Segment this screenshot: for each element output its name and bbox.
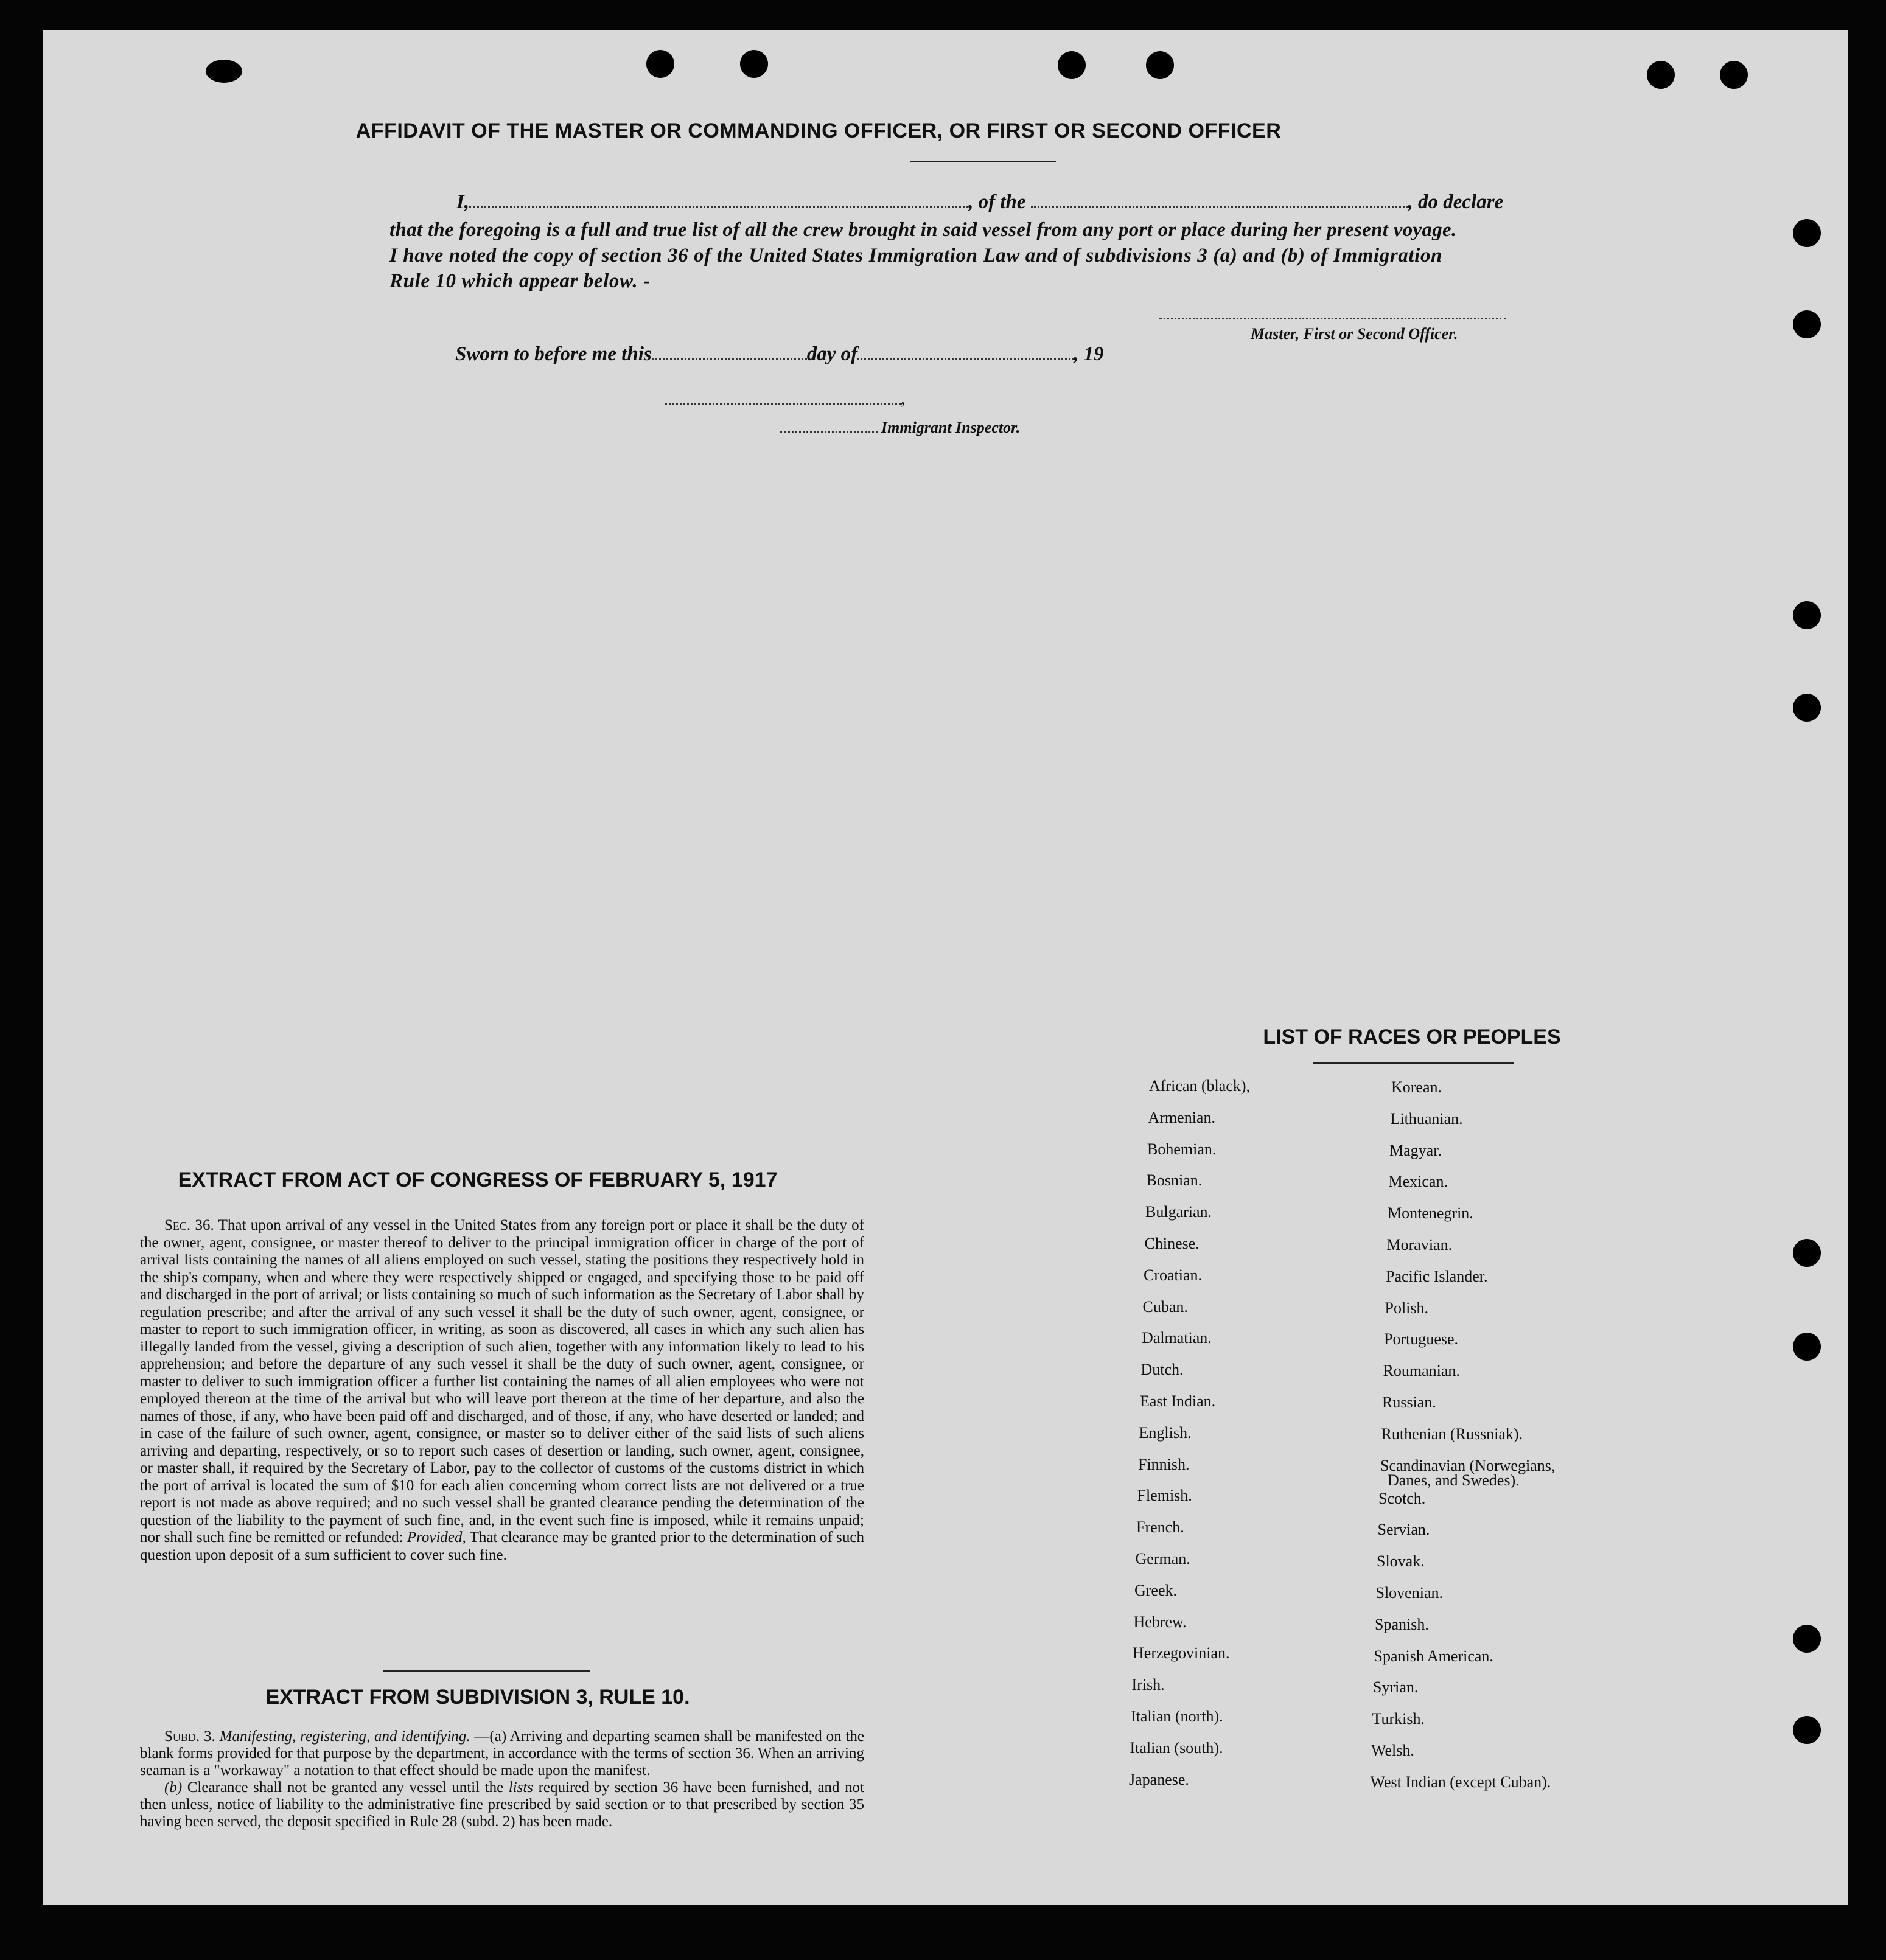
punch-hole: [206, 60, 242, 83]
subdivision-3-text: [140, 1728, 864, 1830]
race-item: African (black),: [1149, 1077, 1251, 1095]
punch-hole: [1720, 61, 1748, 89]
race-item: Syrian.: [1373, 1678, 1419, 1697]
race-item: French.: [1136, 1518, 1184, 1536]
race-item: Dutch.: [1140, 1361, 1184, 1379]
race-item: Herzegovinian.: [1133, 1644, 1230, 1662]
affidavit-declare-label: , do declare: [1408, 191, 1504, 213]
extract-rule-title: EXTRACT FROM SUBDIVISION 3, RULE 10.: [265, 1686, 690, 1709]
race-item: Magyar.: [1389, 1141, 1442, 1159]
punch-hole: [1793, 1716, 1821, 1744]
punch-hole: [646, 50, 674, 78]
sworn-day-label: day of: [806, 343, 858, 365]
punch-hole: [1146, 51, 1174, 79]
race-item: Spanish.: [1375, 1615, 1429, 1633]
subd-label: Subd. 3.: [164, 1728, 215, 1745]
race-item: Danes, and Swedes).: [1388, 1471, 1520, 1489]
race-item: Pacific Islander.: [1386, 1267, 1488, 1285]
vessel-blank[interactable]: [1031, 203, 1408, 208]
race-item: Armenian.: [1148, 1108, 1215, 1126]
race-item: Hebrew.: [1133, 1613, 1187, 1631]
race-item: Scotch.: [1378, 1489, 1426, 1507]
extract-act-title: EXTRACT FROM ACT OF CONGRESS OF FEBRUARY 5, 1917: [178, 1168, 778, 1191]
race-item: Turkish.: [1372, 1710, 1425, 1728]
race-item: German.: [1135, 1550, 1190, 1568]
race-item: Scandinavian (Norwegians,: [1380, 1456, 1556, 1474]
punch-hole: [740, 50, 768, 78]
section-36-text: [140, 1217, 864, 1564]
section-body: That upon arrival of any vessel in the United States from any foreign port or place it shall be the duty of the owner, agent, consignee, or master thereof to deliver to the principal immigration officer in charge of the port of arrival lists containing the names of all aliens employed on such vessel, stating the positions they respectively hold in the ship's company, when and where they were respectively shipped or engaged, and specifying those to be paid off and discharged in the port of arrival; or lists containing so much of such information as the Secretary of Labor shall by regulation prescribe; and after the arrival of any such vessel it shall be the duty of such owner, agent, consignee, or master to report to such immigration officer, in writing, as soon as discovered, all cases in which any such alien has illegally landed from the vessel, giving a description of such alien, together with any information likely to lead to his apprehension; and before the departure of any such vessel it shall be the duty of such owner, agent, consignee, or master to deliver to such immigration officer a further list containing the names of all alien employees who were not employed thereon at the time of the arrival but who will leave port thereon at the time of her departure, and also the names of those, if any, who have been paid off and discharged, and of those, if any, who have deserted or landed; and in case of the failure of such owner, agent, consignee, or master so to deliver either of the said lists of such aliens arriving and departing, respectively, or so to report such cases of desertion or landing, such owner, agent, consignee, or master shall, if required by the Secretary of Labor, pay to the collector of customs of the customs district in which the port of arrival is located the sum of $10 for each alien concerning whom correct lists are not delivered or a true report is not made as above required; and no such vessel shall be granted clearance pending the determination of the question of the liability to the payment of such fine, and, in the event such fine is imposed, while it remains unpaid; nor shall such fine be remitted or refunded:: [140, 1217, 864, 1546]
race-item: Ruthenian (Russniak).: [1381, 1425, 1523, 1443]
affidavit-line-2: that the foregoing is a full and true list of all the crew brought in said vessel from any port or place during her present voyage.: [389, 219, 1457, 241]
race-item: Spanish American.: [1374, 1647, 1493, 1665]
race-item: Flemish.: [1137, 1487, 1192, 1505]
signature-label: Master, First or Second Officer.: [1251, 325, 1458, 343]
sworn-line: [455, 343, 1104, 366]
punch-hole: [1647, 61, 1675, 89]
subd-heading: Manifesting, registering, and identifying.: [219, 1728, 470, 1745]
race-item: Irish.: [1131, 1676, 1165, 1694]
race-item: Chinese.: [1144, 1235, 1200, 1252]
race-item: Portuguese.: [1384, 1330, 1459, 1348]
punch-hole: [1793, 1333, 1821, 1361]
month-blank[interactable]: [857, 355, 1074, 360]
race-item: Italian (north).: [1131, 1707, 1223, 1725]
race-item: Italian (south).: [1130, 1739, 1223, 1757]
race-item: West Indian (except Cuban).: [1370, 1773, 1551, 1791]
affidavit-line-4: Rule 10 which appear below. -: [389, 270, 651, 292]
race-item: Cuban.: [1142, 1297, 1188, 1316]
race-item: Korean.: [1391, 1078, 1442, 1096]
affidavit-i-label: I,: [456, 191, 470, 213]
subd-para-b-label: (b): [164, 1779, 183, 1796]
race-item: Japanese.: [1129, 1770, 1189, 1788]
punch-hole: [1793, 1625, 1821, 1653]
subd-para-b-lists: lists: [508, 1779, 534, 1796]
race-item: Russian.: [1382, 1393, 1436, 1411]
race-item: Croatian.: [1144, 1266, 1203, 1284]
race-item: Slovak.: [1377, 1552, 1425, 1571]
race-item: Moravian.: [1386, 1236, 1453, 1254]
race-item: Roumanian.: [1383, 1362, 1460, 1380]
affidavit-title: AFFIDAVIT OF THE MASTER OR COMMANDING OFFICER, OR FIRST OR SECOND OFFICER: [355, 119, 1282, 142]
inspector-blank[interactable]: [665, 399, 902, 405]
name-blank[interactable]: [469, 203, 968, 208]
punch-hole: [1793, 694, 1821, 722]
races-divider: [1313, 1062, 1514, 1064]
affidavit-line-3: I have noted the copy of section 36 of the United States Immigration Law and of subdivisions 3 (a) and (b) of Immigration: [389, 245, 1442, 267]
race-item: Montenegrin.: [1388, 1204, 1473, 1222]
race-item: Bulgarian.: [1145, 1203, 1212, 1221]
signature-blank[interactable]: [1159, 314, 1506, 319]
section-divider: [383, 1670, 590, 1672]
provided-term: Provided,: [407, 1529, 466, 1546]
race-item: Dalmatian.: [1142, 1329, 1212, 1347]
race-item: Greek.: [1134, 1581, 1178, 1599]
punch-hole: [1793, 601, 1821, 629]
race-item: East Indian.: [1140, 1392, 1216, 1410]
race-item: Mexican.: [1388, 1173, 1448, 1191]
section-label: Sec. 36.: [164, 1217, 214, 1233]
race-item: Servian.: [1377, 1521, 1430, 1539]
races-title: LIST OF RACES OR PEOPLES: [1263, 1025, 1561, 1048]
race-item: Polish.: [1385, 1299, 1429, 1317]
day-blank[interactable]: [652, 355, 807, 360]
sworn-year-label: , 19: [1074, 343, 1104, 365]
race-item: Lithuanian.: [1390, 1109, 1463, 1128]
race-item: Bosnian.: [1146, 1171, 1203, 1190]
section-body-end: That clearance may be granted prior to the determination of such question upon deposit of a sum sufficient to cover such fine.: [140, 1529, 864, 1563]
race-item: English.: [1139, 1423, 1192, 1442]
race-item: Welsh.: [1371, 1742, 1414, 1759]
punch-hole: [1793, 219, 1821, 247]
subd-para-b-1: Clearance shall not be granted any vessel until the: [187, 1779, 504, 1796]
title-divider: [910, 161, 1056, 162]
affidavit-of-label: , of the: [968, 191, 1026, 213]
race-item: Finnish.: [1138, 1455, 1190, 1473]
race-item: Slovenian.: [1375, 1584, 1443, 1602]
race-item: Bohemian.: [1147, 1140, 1217, 1158]
punch-hole: [1793, 1239, 1821, 1267]
punch-hole: [1793, 310, 1821, 338]
inspector-comma: ,: [901, 388, 906, 408]
inspector-label: Immigrant Inspector.: [881, 419, 1021, 436]
punch-hole: [1058, 51, 1086, 79]
subd-para-b-2: required by section 36 have been furnished, and not then unless, notice of liability to the administrative fine prescribed by said section or to that prescribed by section 35 having been served, the deposit specified in Rule 28 (subd. 2) has been made.: [140, 1779, 865, 1830]
inspector-blank-2[interactable]: [780, 427, 878, 433]
document-page: [43, 30, 1848, 1905]
subd-para-a: —(a) Arriving and departing seamen shall be manifested on the blank forms provided for that purpose by the department, in accordance with the terms of section 36. When an arriving seaman is a "workaway" a notation to that effect should be made upon the manifest.: [140, 1728, 865, 1779]
sworn-prefix: Sworn to before me this: [455, 343, 652, 365]
affidavit-declaration-line: [456, 191, 1570, 214]
